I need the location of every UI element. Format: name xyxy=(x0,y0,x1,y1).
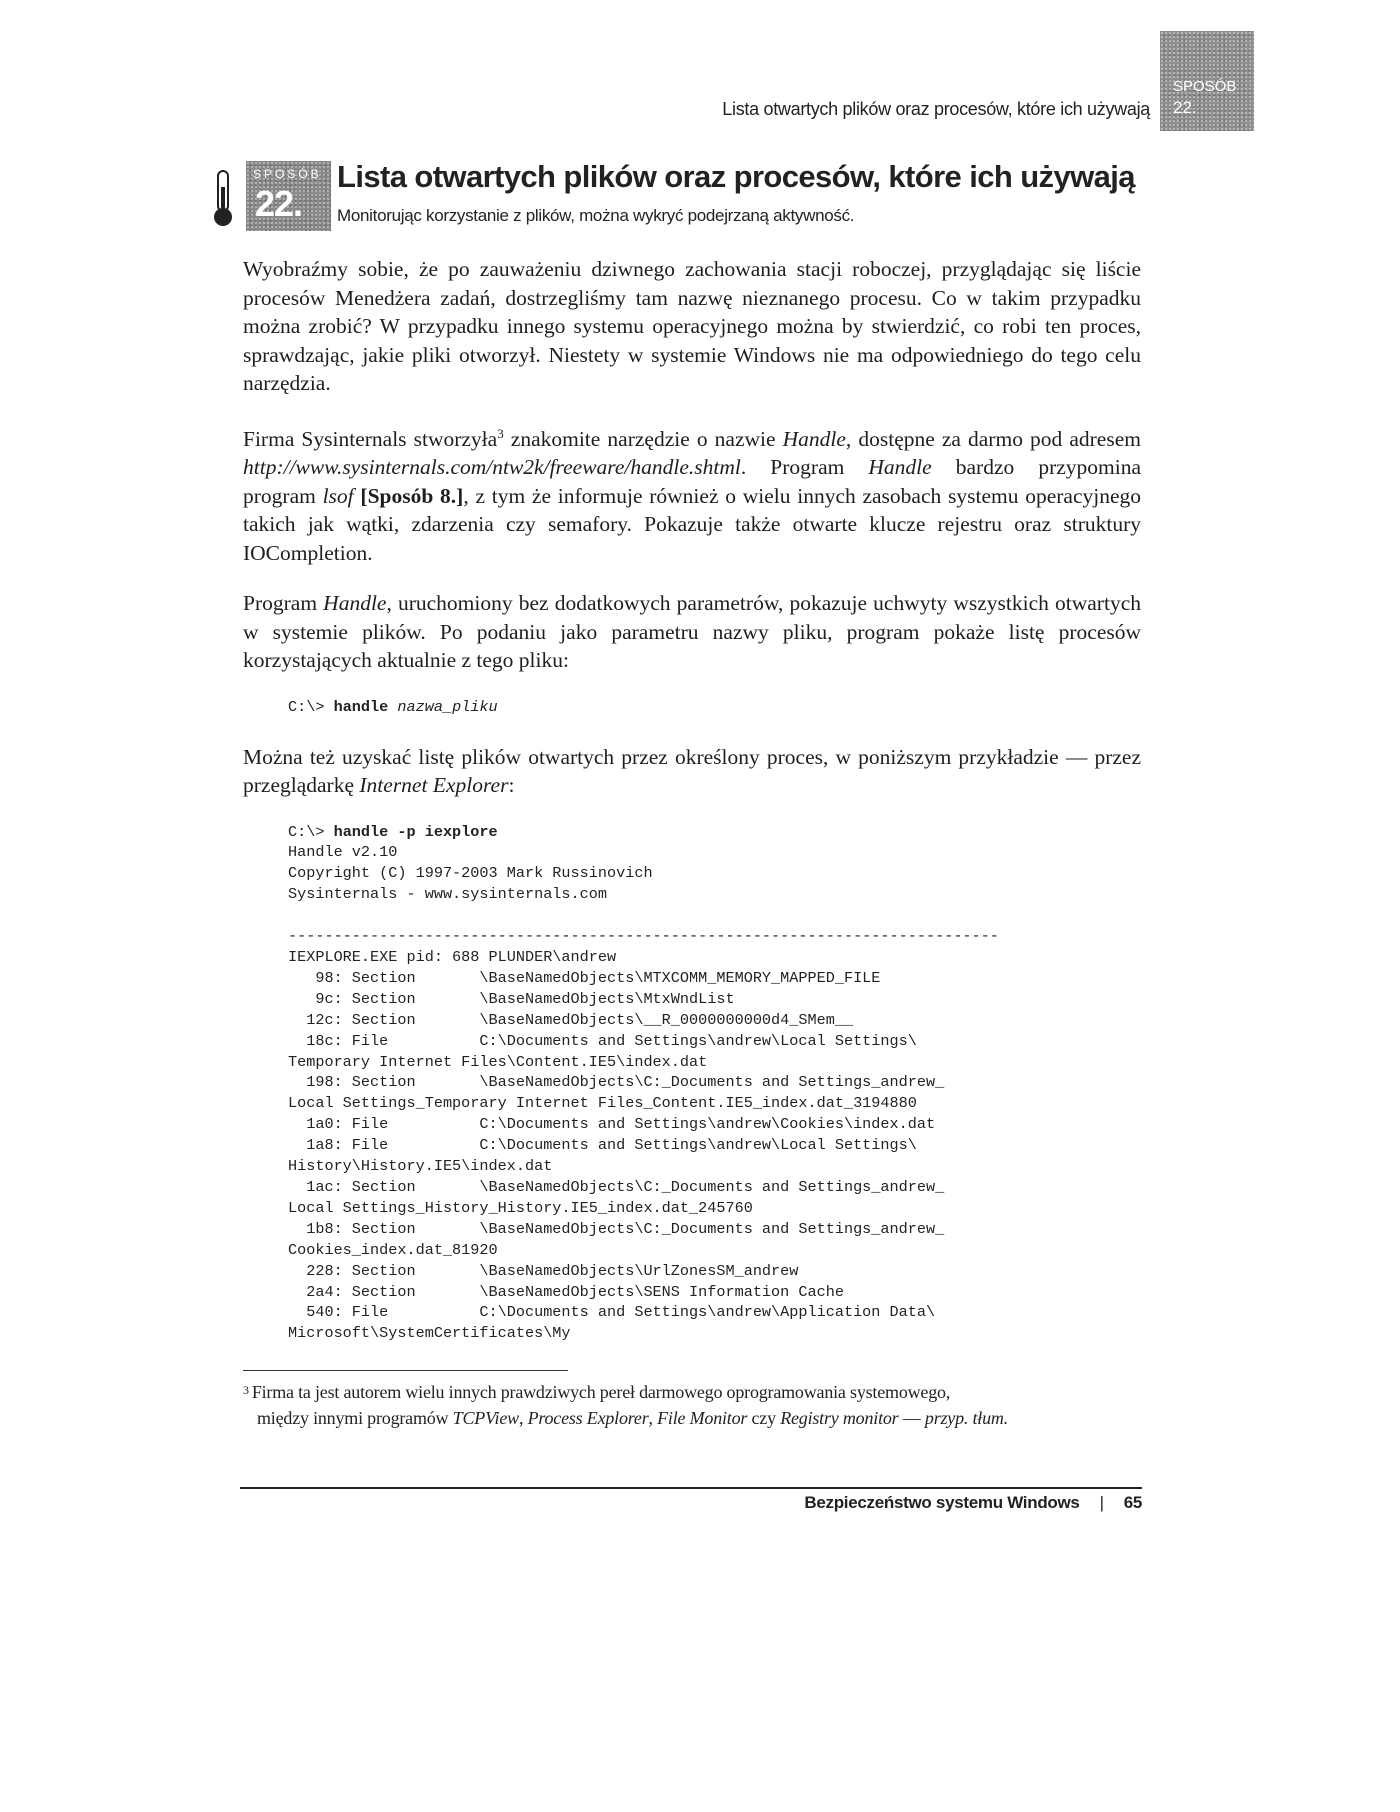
code-output: Handle v2.10 Copyright (C) 1997-2003 Mark Russinovich Sysinternals - www.sysinternals.com ------------------------------------------------------------------------------ IEXPLORE.EXE pid: 688 PLUNDER\andrew 98: Section \BaseNamedObjects\MTXCOMM_MEMORY_MAPPED_FILE 9c: Section \BaseNamedObjects\MtxWndList 12c: Section \BaseNamedObjects\__R_0000000000d4_SMem__ 18c: File C:\Documents and Settings\andrew\Local Settings\ Temporary Internet Files\Content.IE5\index.dat 198: Section \BaseNamedObjects\C:_Documents and Settings_andrew_ Local Settings_Temporary Internet Files_Content.IE5_index.dat_3194880 1a0: File C:\Documents and Settings\andrew\Cookies\index.dat 1a8: File C:\Documents and Settings\andrew\Local Settings\ History\History.IE5\index.dat 1ac: Section \BaseNamedObjects\C:_Documents and Settings_andrew_ Local Settings_History_History.IE5_index.dat_245760 1b8: Section \BaseNamedObjects\C:_Documents and Settings_andrew_ Cookies_index.dat_81920 228: Section \BaseNamedObjects\UrlZonesSM_andrew 2a4: Section \BaseNamedObjects\SENS Information Cache 540: File C:\Documents and Settings\andrew\Application Data\ Microsoft\SystemCertificates\My xyxy=(288,843,999,1343)
p4-text: : xyxy=(508,773,515,798)
body-text xyxy=(243,255,1141,1369)
file-monitor-name: File Monitor xyxy=(657,1408,748,1428)
translator-note: przyp. tłum. xyxy=(924,1408,1008,1428)
code-argument: nazwa_pliku xyxy=(397,697,498,716)
paragraph-1: Wyobraźmy sobie, że po zauważeniu dziwnego zachowania stacji roboczej, przyglądając się liście procesów Menedżera zadań, dostrzegliśmy tam nazwę nieznanego procesu. Co w takim przypadku można zrobić? W przypadku innego systemu operacyjnego można by stwierdzić, co robi ten proces, sprawdzając, jakie pliki otworzył. Niestety w systemie Windows nie ma odpowiedniego do tego celu narzędzia. xyxy=(243,257,1141,395)
handle-name: Handle xyxy=(323,591,387,616)
page-footer xyxy=(804,1493,1142,1513)
p2-text: , z tym że informuje również o wielu innych zasobach systemu operacyjnego takich jak wątki, zdarzenia czy semafory. Pokazuje także otwarte klucze rejestru oraz struktury IOCompletion. xyxy=(243,483,1142,565)
footnote-text: czy xyxy=(747,1408,781,1428)
code-block-handle-file xyxy=(288,697,1141,718)
footer-divider: | xyxy=(1099,1493,1104,1512)
footnote-ref[interactable]: 3 xyxy=(497,425,504,441)
footnote xyxy=(243,1379,1141,1431)
p2-text: Firma Sysinternals stworzyła xyxy=(243,426,498,451)
p3-text: Program xyxy=(243,591,324,616)
process-explorer-name: Process Explorer xyxy=(527,1408,649,1428)
paragraph-4 xyxy=(243,743,1141,800)
handle-url-link[interactable]: http://www.sysinternals.com/ntw2k/freeware/handle.shtml xyxy=(243,455,741,480)
cross-reference-link[interactable]: [Sposób 8.] xyxy=(360,483,464,508)
p3-text: , uruchomiony bez dodatkowych parametrów, pokazuje uchwyty wszystkich otwartych w systemie plików. Po podaniu jako parametru nazwy pliku, program pokaże listę procesów korzystających aktualnie z tego pliku: xyxy=(243,591,1141,673)
footnote-line-1 xyxy=(243,1379,1141,1405)
hack-badge xyxy=(246,161,331,231)
p2-text: bardzo przypomina program xyxy=(243,455,1142,508)
p2-text: , dostępne za darmo pod adresem xyxy=(845,426,1141,451)
registry-monitor-name: Registry monitor xyxy=(780,1408,899,1428)
footnote-text: między innymi programów xyxy=(257,1408,453,1428)
running-head: Lista otwartych plików oraz procesów, które ich używają xyxy=(722,99,1150,119)
corner-tab-number: 22. xyxy=(1173,98,1197,117)
p2-text: . Program xyxy=(740,455,869,480)
handle-name: Handle xyxy=(868,455,932,480)
footnote-text: , xyxy=(648,1408,658,1428)
footnote-line-2 xyxy=(243,1405,1141,1431)
internet-explorer-name: Internet Explorer xyxy=(359,773,509,798)
footnote-text: — xyxy=(898,1408,925,1428)
hack-badge-label: SPOSÓB xyxy=(253,167,322,181)
code-prompt: C:\> xyxy=(288,697,334,716)
hack-subtitle: Monitorując korzystanie z plików, można wykryć podejrzaną aktywność. xyxy=(337,206,855,225)
paragraph-3 xyxy=(243,589,1141,675)
tcpview-name: TCPView xyxy=(452,1408,519,1428)
hack-badge-number: 22. xyxy=(255,183,303,224)
footer-section-title: Bezpieczeństwo systemu Windows xyxy=(804,1493,1080,1512)
code-command: handle xyxy=(333,697,389,716)
handle-name: Handle xyxy=(782,426,846,451)
code-command: handle -p iexplore xyxy=(333,822,498,841)
thermometer-icon xyxy=(212,169,234,229)
footer-rule xyxy=(240,1487,1142,1489)
paragraph-2 xyxy=(243,420,1141,568)
corner-section-tab xyxy=(1160,31,1254,131)
code-block-handle-output xyxy=(288,822,1141,1345)
code-prompt: C:\> xyxy=(288,822,334,841)
hack-header xyxy=(212,161,1172,241)
footnote-text: , xyxy=(518,1408,528,1428)
footnote-mark: 3 xyxy=(243,1383,249,1397)
lsof-name: lsof xyxy=(322,483,354,508)
footnote-divider xyxy=(243,1370,568,1371)
hack-title: Lista otwartych plików oraz procesów, które ich używają xyxy=(337,159,1135,194)
p4-text: Można też uzyskać listę plików otwartych przez określony proces, w poniższym przykładzie — przez przeglądarkę xyxy=(243,744,1141,798)
corner-tab-label: SPOSÓB xyxy=(1173,78,1237,95)
page-number: 65 xyxy=(1123,1493,1142,1512)
p2-text: znakomite narzędzie o nazwie xyxy=(503,426,783,451)
footnote-text: Firma ta jest autorem wielu innych prawdziwych pereł darmowego oprogramowania systemowego, xyxy=(251,1382,951,1402)
